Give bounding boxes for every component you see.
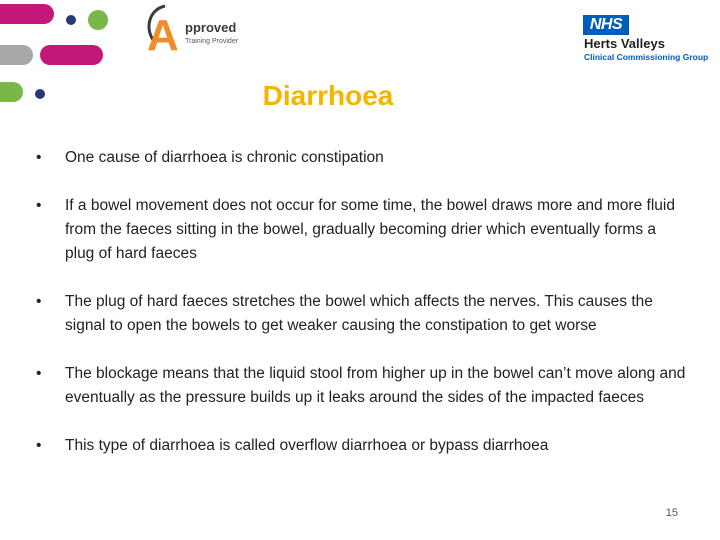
bullet-glyph: •: [36, 365, 42, 382]
grey-bar: [0, 45, 33, 65]
bullet-glyph: •: [36, 293, 42, 310]
page-number: 15: [665, 507, 678, 519]
nhs-org-name: Herts Valleys: [584, 36, 665, 51]
bullet-text: One cause of diarrhoea is chronic constipation: [65, 149, 384, 166]
bullet-item: [36, 434, 686, 458]
logo-letter-a: A: [147, 11, 179, 60]
nhs-org-subname: Clinical Commissioning Group: [584, 52, 709, 62]
bullet-list: [36, 146, 686, 458]
slide-title: Diarrhoea: [262, 80, 394, 111]
nhs-badge: NHS: [583, 15, 629, 35]
bullet-glyph: •: [36, 437, 42, 454]
magenta-bar: [0, 4, 54, 24]
bullet-glyph: •: [36, 149, 42, 166]
magenta-bar-2: [40, 45, 103, 65]
bullet-item: [36, 290, 686, 338]
approved-subtitle: Training Provider: [185, 38, 239, 45]
bullet-item: [36, 194, 686, 266]
navy-dot: [66, 15, 76, 25]
nhs-logo: [583, 15, 713, 65]
bullet-text: The blockage means that the liquid stool from higher up in the bowel can’t move along and eventually as the pressure builds up it leaks around the sides of the impacted faeces: [65, 365, 686, 406]
bullet-glyph: •: [36, 197, 42, 214]
bullet-text: If a bowel movement does not occur for some time, the bowel draws more and more fluid from the faeces sitting in the bowel, gradually becoming drier which eventually forms a plug of hard faeces: [65, 197, 675, 262]
green-circle: [88, 10, 108, 30]
bullet-item: [36, 362, 686, 410]
bullet-item: [36, 146, 686, 170]
approved-wordmark: pproved: [185, 20, 237, 35]
bullet-text: This type of diarrhoea is called overflow diarrhoea or bypass diarrhoea: [65, 437, 549, 454]
bullet-text: The plug of hard faeces stretches the bowel which affects the nerves. This causes the signal to open the bowels to get weaker causing the constipation to get worse: [65, 293, 653, 334]
